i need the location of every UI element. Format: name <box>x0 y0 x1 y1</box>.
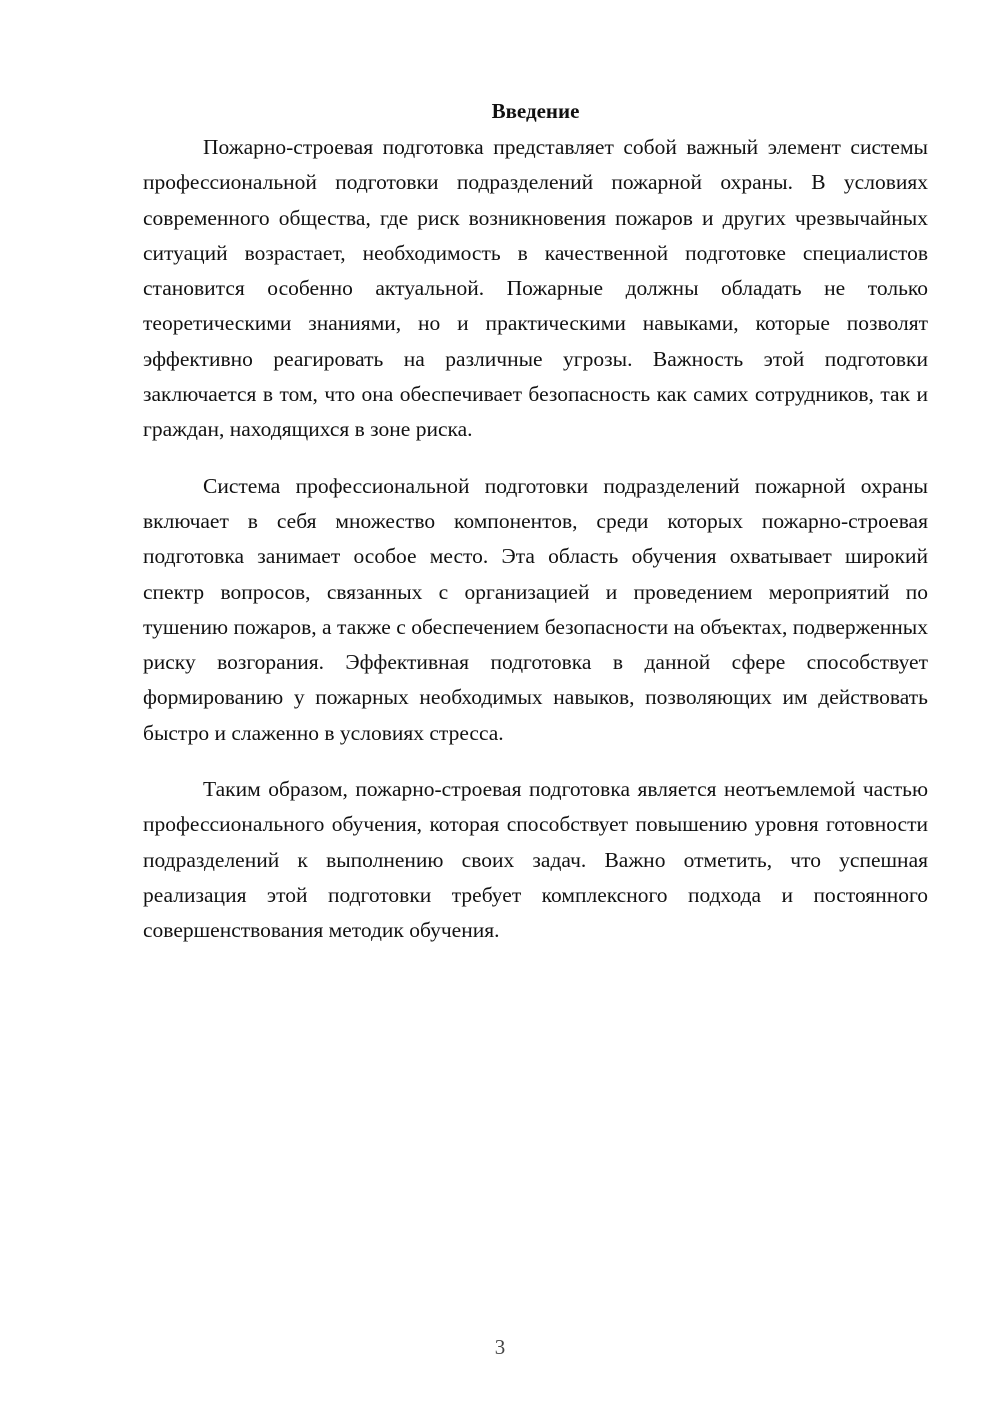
page-number: 3 <box>494 1335 506 1359</box>
page-title: Введение <box>491 99 580 123</box>
page-content <box>143 96 928 970</box>
paragraph-3: Таким образом, пожарно-строевая подготовка является неотъемлемой частью профессионального обучения, которая способствует повышению уровня готовности подразделений к выполнению своих задач. Важно отметить, что успешная реализация этой подготовки требует комплексного подхода и постоянного совершенствования методик обучения. <box>143 777 928 943</box>
paragraph-2: Система профессиональной подготовки подразделений пожарной охраны включает в себя множество компонентов, среди которых пожарно-строевая подготовка занимает особое место. Эта область обучения охватывает широкий спектр вопросов, связанных с организацией и проведением мероприятий по тушению пожаров, а также с обеспечением безопасности на объектах, подверженных риску возгорания. Эффективная подготовка в данной сфере способствует формированию у пожарных необходимых навыков, позволяющих им действовать быстро и слаженно в условиях стресса. <box>143 473 928 745</box>
paragraph-1: Пожарно-строевая подготовка представляет собой важный элемент системы профессиональной подготовки подразделений пожарной охраны. В условиях современного общества, где риск возникновения пожаров и других чрезвычайных ситуаций возрастает, необходимость в качественной подготовке специалистов становится особенно актуальной. Пожарные должны обладать не только теоретическими знаниями, но и практическими навыками, которые позволят эффективно реагировать на различные угрозы. Важность этой подготовки заключается в том, что она обеспечивает безопасность как самих сотрудников, так и граждан, находящихся в зоне риска. <box>143 135 928 442</box>
